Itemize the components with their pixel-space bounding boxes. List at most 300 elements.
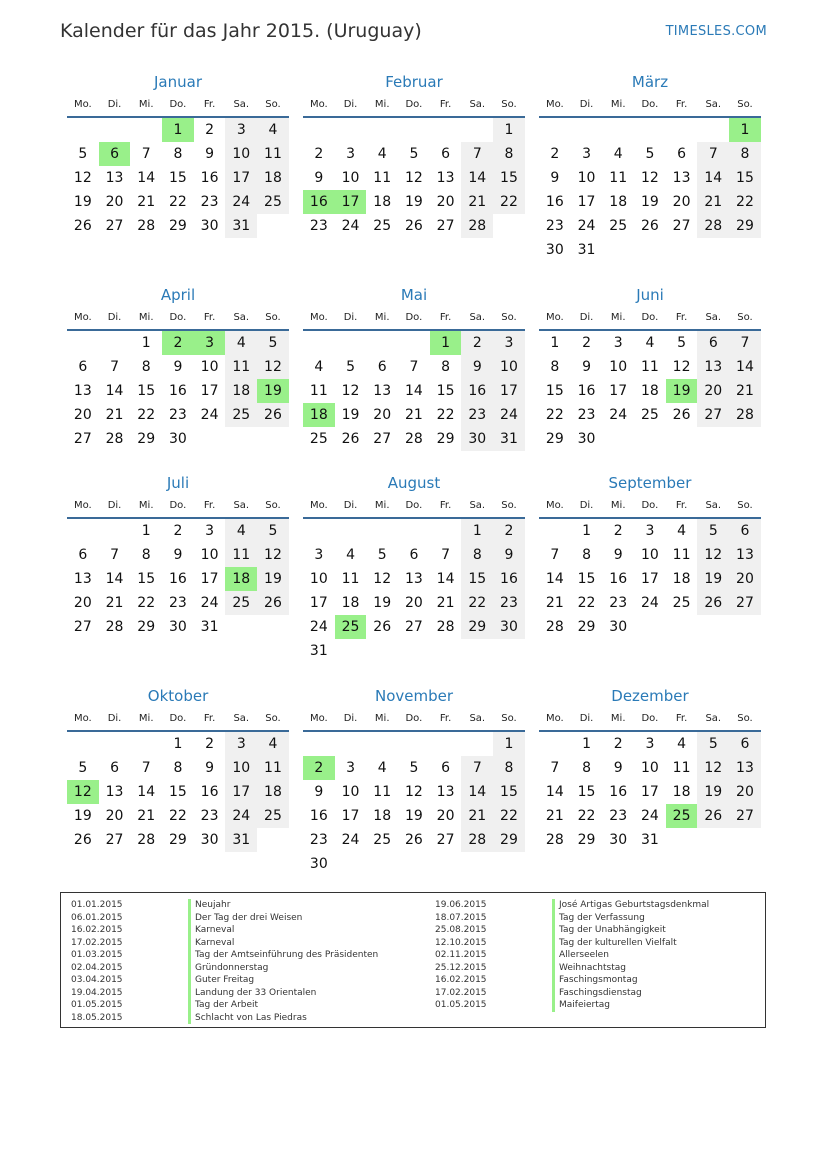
month-12 xyxy=(539,686,761,852)
day-cell: 24 xyxy=(225,804,257,828)
day-cell: 19 xyxy=(73,194,92,210)
day-cell: 12 xyxy=(404,170,423,186)
day-cell: 26 xyxy=(697,804,729,828)
day-cell: 28 xyxy=(105,431,124,447)
day-empty xyxy=(729,427,761,451)
day-cell: 29 xyxy=(137,431,156,447)
holiday-row xyxy=(435,924,709,937)
day-cell: 17 xyxy=(225,780,257,804)
holiday-name: Faschingsmontag xyxy=(552,974,638,987)
day-cell: 2 xyxy=(314,146,324,162)
day-cell: 2 xyxy=(205,736,215,752)
day-cell: 25 xyxy=(309,431,328,447)
day-cell: 5 xyxy=(78,760,88,776)
day-cell: 14 xyxy=(404,383,423,399)
day-empty xyxy=(366,118,398,142)
day-cell: 12 xyxy=(697,543,729,567)
day-cell: 7 xyxy=(550,760,560,776)
holiday-date: 02.11.2015 xyxy=(435,950,487,960)
day-cell: 4 xyxy=(377,760,387,776)
day-cell: 6 xyxy=(729,732,761,756)
weekday-label: Fr. xyxy=(203,713,216,724)
day-empty xyxy=(666,118,698,142)
day-cell: 13 xyxy=(672,170,691,186)
holiday-name: Karneval xyxy=(188,924,234,937)
day-empty xyxy=(194,427,226,451)
weekday-label: Mi. xyxy=(138,99,154,110)
day-cell: 12 xyxy=(73,170,92,186)
day-empty xyxy=(430,639,462,663)
weekday-label: Mo. xyxy=(309,500,328,511)
day-cell: 5 xyxy=(257,519,289,543)
weekday-header xyxy=(303,96,525,118)
day-cell: 16 xyxy=(200,170,219,186)
day-cell: 24 xyxy=(200,595,219,611)
weekday-label: Fr. xyxy=(203,312,216,323)
day-cell: 14 xyxy=(436,571,455,587)
day-cell: 4 xyxy=(225,331,257,355)
day-cell: 27 xyxy=(436,832,455,848)
week-row xyxy=(67,828,289,852)
day-cell: 29 xyxy=(729,214,761,238)
holiday-name: Allerseelen xyxy=(552,949,609,962)
day-cell: 16 xyxy=(309,808,328,824)
day-cell-holiday: 3 xyxy=(194,331,226,355)
weekday-label: Do. xyxy=(405,312,423,323)
holiday-date: 03.04.2015 xyxy=(71,975,123,985)
weekday-label: Mi. xyxy=(610,500,626,511)
day-cell: 14 xyxy=(137,170,156,186)
day-cell: 13 xyxy=(404,571,423,587)
weekday-label: Do. xyxy=(169,713,187,724)
day-empty xyxy=(697,828,729,852)
weekday-label: Fr. xyxy=(203,500,216,511)
day-cell: 20 xyxy=(729,780,761,804)
week-row xyxy=(539,214,761,238)
day-cell: 18 xyxy=(640,383,659,399)
week-row xyxy=(67,543,289,567)
weekday-label: Fr. xyxy=(439,99,452,110)
day-cell: 23 xyxy=(168,407,187,423)
day-cell: 29 xyxy=(436,431,455,447)
day-cell: 5 xyxy=(645,146,655,162)
day-cell: 11 xyxy=(341,571,360,587)
day-cell: 21 xyxy=(105,407,124,423)
month-3 xyxy=(539,72,761,262)
weekday-label: Do. xyxy=(405,99,423,110)
day-empty xyxy=(729,615,761,639)
day-cell: 31 xyxy=(200,619,219,635)
day-cell: 30 xyxy=(168,431,187,447)
day-cell: 27 xyxy=(729,804,761,828)
month-name: Oktober xyxy=(147,687,209,705)
day-cell: 12 xyxy=(257,355,289,379)
weekday-label: So. xyxy=(737,713,753,724)
day-cell: 31 xyxy=(577,242,596,258)
day-cell: 7 xyxy=(697,142,729,166)
day-empty xyxy=(398,118,430,142)
day-cell: 13 xyxy=(105,784,124,800)
weekday-header xyxy=(539,309,761,331)
weekday-label: Do. xyxy=(169,500,187,511)
day-cell: 27 xyxy=(672,218,691,234)
day-cell: 11 xyxy=(257,756,289,780)
day-cell: 29 xyxy=(461,615,493,639)
day-cell: 4 xyxy=(314,359,324,375)
holiday-row xyxy=(71,1012,378,1025)
day-cell: 9 xyxy=(493,543,525,567)
day-cell: 28 xyxy=(461,828,493,852)
day-cell-holiday: 18 xyxy=(303,403,335,427)
day-cell: 7 xyxy=(550,547,560,563)
holiday-name: Neujahr xyxy=(188,899,230,912)
month-name: April xyxy=(160,286,196,304)
week-row xyxy=(303,804,525,828)
weekday-label: Fr. xyxy=(675,713,688,724)
day-empty xyxy=(398,639,430,663)
day-cell: 18 xyxy=(373,808,392,824)
day-cell: 4 xyxy=(677,523,687,539)
day-cell: 29 xyxy=(577,832,596,848)
weekday-label: Sa. xyxy=(705,713,722,724)
weekday-label: So. xyxy=(501,713,517,724)
day-cell: 1 xyxy=(493,118,525,142)
day-cell: 25 xyxy=(373,832,392,848)
week-row xyxy=(303,166,525,190)
day-cell: 24 xyxy=(609,407,628,423)
day-empty xyxy=(366,519,398,543)
day-cell: 24 xyxy=(200,407,219,423)
day-cell: 11 xyxy=(225,543,257,567)
day-cell: 17 xyxy=(309,595,328,611)
day-cell: 9 xyxy=(582,359,591,375)
month-name: Dezember xyxy=(611,687,689,705)
weekday-label: Mo. xyxy=(73,500,92,511)
week-row xyxy=(539,519,761,543)
day-empty xyxy=(398,331,430,355)
month-name: März xyxy=(631,73,669,91)
day-cell: 16 xyxy=(168,383,187,399)
day-cell: 4 xyxy=(225,519,257,543)
day-cell: 25 xyxy=(640,407,659,423)
week-row xyxy=(303,355,525,379)
weekday-label: Mo. xyxy=(309,99,328,110)
holiday-date: 01.03.2015 xyxy=(71,950,123,960)
day-cell: 7 xyxy=(110,359,119,375)
day-cell: 27 xyxy=(373,431,392,447)
day-cell: 17 xyxy=(493,379,525,403)
day-cell: 18 xyxy=(257,780,289,804)
day-cell: 15 xyxy=(168,170,187,186)
day-cell: 30 xyxy=(609,619,628,635)
day-cell: 12 xyxy=(640,170,659,186)
day-cell: 7 xyxy=(409,359,419,375)
day-cell: 27 xyxy=(105,832,124,848)
holiday-row xyxy=(71,974,378,987)
day-cell: 15 xyxy=(168,784,187,800)
day-cell: 15 xyxy=(493,166,525,190)
day-empty xyxy=(461,852,493,876)
day-cell: 15 xyxy=(436,383,455,399)
day-cell: 4 xyxy=(257,118,289,142)
day-cell: 26 xyxy=(257,591,289,615)
holiday-date: 16.02.2015 xyxy=(71,925,123,935)
day-cell: 10 xyxy=(225,756,257,780)
day-empty xyxy=(303,519,335,543)
weekday-label: Fr. xyxy=(675,312,688,323)
day-empty xyxy=(130,118,162,142)
day-cell: 12 xyxy=(404,784,423,800)
day-cell: 2 xyxy=(205,122,215,138)
day-cell: 23 xyxy=(168,595,187,611)
day-cell: 10 xyxy=(493,355,525,379)
day-empty xyxy=(729,828,761,852)
day-cell: 11 xyxy=(257,142,289,166)
weekday-header xyxy=(539,497,761,519)
day-cell: 15 xyxy=(137,571,156,587)
week-row xyxy=(303,639,525,663)
day-cell: 8 xyxy=(141,359,151,375)
day-cell: 5 xyxy=(697,519,729,543)
day-cell: 9 xyxy=(173,547,183,563)
week-row xyxy=(539,331,761,355)
day-cell: 5 xyxy=(677,335,687,351)
month-name: Mai xyxy=(400,286,428,304)
day-cell-holiday: 1 xyxy=(729,118,761,142)
day-empty xyxy=(571,118,603,142)
week-row xyxy=(67,615,289,639)
weekday-label: Mo. xyxy=(545,312,564,323)
day-cell: 23 xyxy=(609,808,628,824)
day-cell: 6 xyxy=(78,359,88,375)
brand-link[interactable]: TIMESLES.COM xyxy=(665,24,767,39)
day-cell: 15 xyxy=(577,784,596,800)
day-cell: 25 xyxy=(609,218,628,234)
weekday-label: So. xyxy=(737,99,753,110)
day-cell: 23 xyxy=(200,808,219,824)
day-cell: 29 xyxy=(545,431,564,447)
weekday-header xyxy=(539,710,761,732)
day-cell: 17 xyxy=(640,784,659,800)
day-empty xyxy=(99,732,131,756)
weekday-label: So. xyxy=(501,500,517,511)
day-cell: 19 xyxy=(697,567,729,591)
day-cell: 6 xyxy=(677,146,687,162)
day-cell: 13 xyxy=(105,170,124,186)
day-cell: 28 xyxy=(137,218,156,234)
week-row xyxy=(303,403,525,427)
day-cell: 21 xyxy=(137,194,156,210)
day-cell: 31 xyxy=(309,643,328,659)
day-cell: 8 xyxy=(173,146,183,162)
day-cell: 25 xyxy=(672,595,691,611)
week-row xyxy=(67,780,289,804)
day-cell: 27 xyxy=(73,431,92,447)
holiday-date: 01.05.2015 xyxy=(71,1000,123,1010)
day-cell: 26 xyxy=(640,218,659,234)
day-empty xyxy=(461,118,493,142)
weekday-label: So. xyxy=(737,312,753,323)
day-empty xyxy=(335,639,367,663)
day-empty xyxy=(697,427,729,451)
day-cell: 20 xyxy=(105,808,124,824)
day-empty xyxy=(99,331,131,355)
weekday-label: Do. xyxy=(405,713,423,724)
day-cell: 27 xyxy=(73,619,92,635)
holiday-row xyxy=(435,899,709,912)
holiday-name: Maifeiertag xyxy=(552,999,610,1012)
day-cell: 2 xyxy=(173,523,183,539)
day-cell: 28 xyxy=(545,832,564,848)
day-cell: 18 xyxy=(257,166,289,190)
day-empty xyxy=(398,519,430,543)
day-cell: 23 xyxy=(545,218,564,234)
day-empty xyxy=(493,214,525,238)
day-empty xyxy=(602,118,634,142)
day-cell: 9 xyxy=(205,760,215,776)
weekday-header xyxy=(67,497,289,519)
day-cell: 3 xyxy=(346,146,355,162)
day-cell: 9 xyxy=(314,170,324,186)
day-cell: 11 xyxy=(373,170,392,186)
day-empty xyxy=(539,732,571,756)
month-11 xyxy=(303,686,525,876)
week-row xyxy=(303,828,525,852)
day-cell: 5 xyxy=(78,146,88,162)
day-cell: 22 xyxy=(493,190,525,214)
day-cell: 23 xyxy=(493,591,525,615)
day-cell-holiday: 1 xyxy=(162,118,194,142)
weekday-label: Mi. xyxy=(610,312,626,323)
day-cell: 14 xyxy=(461,780,493,804)
day-cell: 3 xyxy=(645,523,655,539)
day-cell: 28 xyxy=(436,619,455,635)
week-row xyxy=(67,403,289,427)
holiday-name: Faschingsdienstag xyxy=(552,987,642,1000)
day-cell: 9 xyxy=(314,784,324,800)
day-cell: 5 xyxy=(346,359,355,375)
weekday-label: Sa. xyxy=(705,99,722,110)
holiday-row xyxy=(71,999,378,1012)
day-cell: 18 xyxy=(672,784,691,800)
day-cell: 24 xyxy=(640,595,659,611)
day-empty xyxy=(430,732,462,756)
holiday-row xyxy=(435,912,709,925)
week-row xyxy=(303,190,525,214)
day-empty xyxy=(539,519,571,543)
day-cell: 8 xyxy=(550,359,560,375)
day-cell: 23 xyxy=(609,595,628,611)
weekday-label: Mo. xyxy=(309,713,328,724)
weekday-label: So. xyxy=(265,312,281,323)
day-cell: 5 xyxy=(697,732,729,756)
holiday-row xyxy=(435,962,709,975)
weekday-label: Fr. xyxy=(203,99,216,110)
day-cell: 7 xyxy=(461,756,493,780)
day-cell: 11 xyxy=(225,355,257,379)
week-row xyxy=(539,567,761,591)
day-empty xyxy=(666,828,698,852)
weekday-label: Di. xyxy=(579,500,594,511)
day-cell: 4 xyxy=(645,335,655,351)
week-row xyxy=(539,591,761,615)
day-empty xyxy=(634,615,666,639)
day-cell: 17 xyxy=(577,194,596,210)
weekday-label: Di. xyxy=(579,99,594,110)
day-cell: 22 xyxy=(168,194,187,210)
day-cell: 6 xyxy=(441,146,451,162)
holiday-row xyxy=(71,987,378,1000)
week-row xyxy=(303,427,525,451)
day-cell: 22 xyxy=(436,407,455,423)
day-cell: 8 xyxy=(582,760,591,776)
day-cell: 19 xyxy=(640,194,659,210)
week-row xyxy=(539,756,761,780)
week-row xyxy=(67,166,289,190)
day-cell: 27 xyxy=(436,218,455,234)
weekday-label: Do. xyxy=(169,99,187,110)
week-row xyxy=(539,427,761,451)
weekday-label: Fr. xyxy=(439,713,452,724)
week-row xyxy=(539,780,761,804)
day-cell: 30 xyxy=(545,242,564,258)
day-cell: 11 xyxy=(373,784,392,800)
holiday-name: Weihnachtstag xyxy=(552,962,626,975)
week-row xyxy=(303,732,525,756)
day-cell: 9 xyxy=(550,170,560,186)
week-row xyxy=(67,118,289,142)
day-cell: 16 xyxy=(609,571,628,587)
day-cell: 10 xyxy=(309,571,328,587)
day-cell: 13 xyxy=(436,784,455,800)
day-cell: 10 xyxy=(200,359,219,375)
day-cell: 25 xyxy=(257,804,289,828)
holiday-row xyxy=(435,937,709,950)
day-cell: 21 xyxy=(404,407,423,423)
day-cell: 2 xyxy=(582,335,591,351)
day-cell: 10 xyxy=(640,547,659,563)
day-cell: 21 xyxy=(545,808,564,824)
holiday-name: Tag der Amtseinführung des Präsidenten xyxy=(188,949,378,962)
weekday-label: Sa. xyxy=(469,312,486,323)
day-cell: 29 xyxy=(168,832,187,848)
day-cell: 23 xyxy=(309,218,328,234)
day-empty xyxy=(335,732,367,756)
day-empty xyxy=(697,238,729,262)
weekday-label: Do. xyxy=(641,99,659,110)
holiday-row xyxy=(435,949,709,962)
holiday-row xyxy=(71,912,378,925)
day-empty xyxy=(666,615,698,639)
day-empty xyxy=(430,852,462,876)
month-name: Juli xyxy=(166,474,190,492)
day-cell-holiday: 1 xyxy=(430,331,462,355)
holiday-name: Der Tag der drei Weisen xyxy=(188,912,302,925)
day-cell: 18 xyxy=(225,379,257,403)
day-cell: 21 xyxy=(545,595,564,611)
day-cell: 17 xyxy=(609,383,628,399)
week-row xyxy=(303,519,525,543)
day-cell: 19 xyxy=(404,808,423,824)
day-cell: 19 xyxy=(73,808,92,824)
day-cell: 12 xyxy=(697,756,729,780)
day-cell: 1 xyxy=(173,736,183,752)
holiday-date: 01.05.2015 xyxy=(435,1000,487,1010)
page-title: Kalender für das Jahr 2015. (Uruguay) xyxy=(60,20,422,42)
week-row xyxy=(539,403,761,427)
day-cell: 20 xyxy=(729,567,761,591)
holiday-column-left xyxy=(71,899,378,1024)
